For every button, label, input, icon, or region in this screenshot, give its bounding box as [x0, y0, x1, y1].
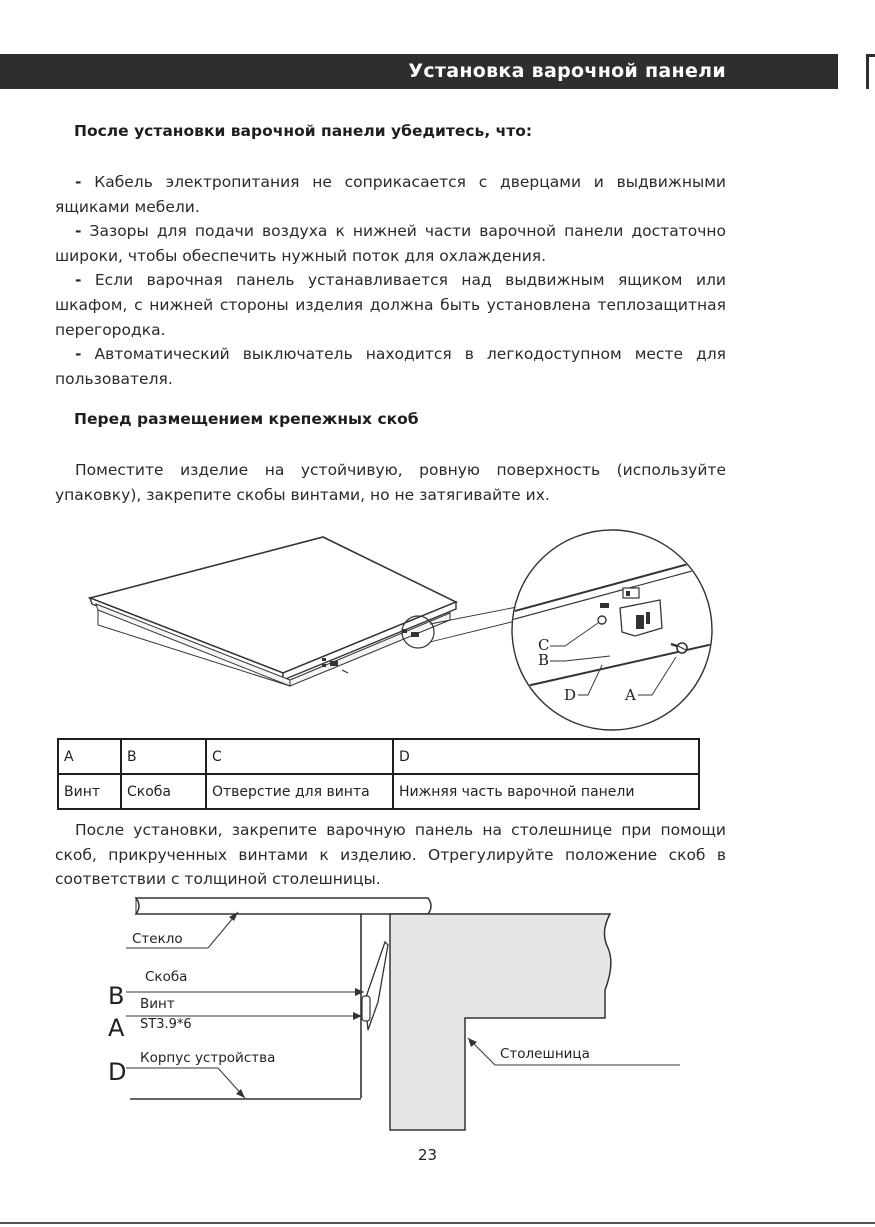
page-header-bar [0, 54, 838, 89]
table-cell: Винт [58, 774, 121, 809]
table-cell: Скоба [121, 774, 206, 809]
table-cell: Отверстие для винта [206, 774, 393, 809]
callout-c: C [538, 636, 550, 654]
letter-d: D [108, 1058, 127, 1086]
page-title: Установка варочной панели [408, 60, 726, 82]
countertop-label: Столешница [500, 1046, 590, 1062]
hob-bracket-detail-figure [80, 520, 730, 735]
after-install-paragraph: После установки, закрепите варочную панель на столешнице при помощи скоб, прикрученных винтами к изделию. Отрегулируйте положение скоб в соответствии с толщиной столешницы. [55, 821, 726, 889]
table-cell: C [206, 739, 393, 774]
page-number: 23 [417, 1146, 438, 1164]
callout-a: A [625, 686, 636, 704]
checklist-item: - Зазоры для подачи воздуха к нижней части варочной панели достаточно широки, чтобы обеспечить нужный поток для охлаждения. [55, 222, 726, 265]
device-body-label: Корпус устройства [140, 1050, 276, 1066]
callout-d: D [564, 686, 577, 704]
screw-label: Винт [140, 996, 175, 1012]
section-heading-after-install: После установки варочной панели убедитесь, что: [74, 122, 533, 140]
checklist-item: - Если варочная панель устанавливается над выдвижным ящиком или шкафом, с нижней стороны изделия должна быть установлена теплозащитная перегородка. [55, 271, 726, 339]
checklist-item: - Автоматический выключатель находится в легкодоступном месте для пользователя. [55, 345, 726, 388]
table-cell: A [58, 739, 121, 774]
checklist [55, 170, 726, 391]
table-row [58, 739, 699, 774]
table-cell: B [121, 739, 206, 774]
table-cell: D [393, 739, 699, 774]
glass-label: Стекло [132, 931, 183, 947]
letter-a: A [108, 1014, 125, 1042]
before-brackets-paragraph: Поместите изделие на устойчивую, ровную поверхность (используйте упаковку), закрепите скобы винтами, но не затягивайте их. [55, 461, 726, 504]
section-heading-before-brackets: Перед размещением крепежных скоб [74, 410, 419, 428]
bottom-rule [0, 1222, 875, 1224]
countertop-cross-section-figure [100, 890, 700, 1140]
bracket-label: Скоба [145, 969, 188, 985]
letter-b: B [108, 982, 125, 1010]
table-cell: Нижняя часть варочной панели [393, 774, 699, 809]
checklist-item: - Кабель электропитания не соприкасается с дверцами и выдвижными ящиками мебели. [55, 173, 726, 216]
side-tab-marker [866, 54, 875, 89]
table-row [58, 774, 699, 809]
screw-spec-label: ST3.9*6 [140, 1017, 192, 1032]
parts-legend-table [57, 738, 700, 810]
callout-b: B [538, 651, 550, 669]
